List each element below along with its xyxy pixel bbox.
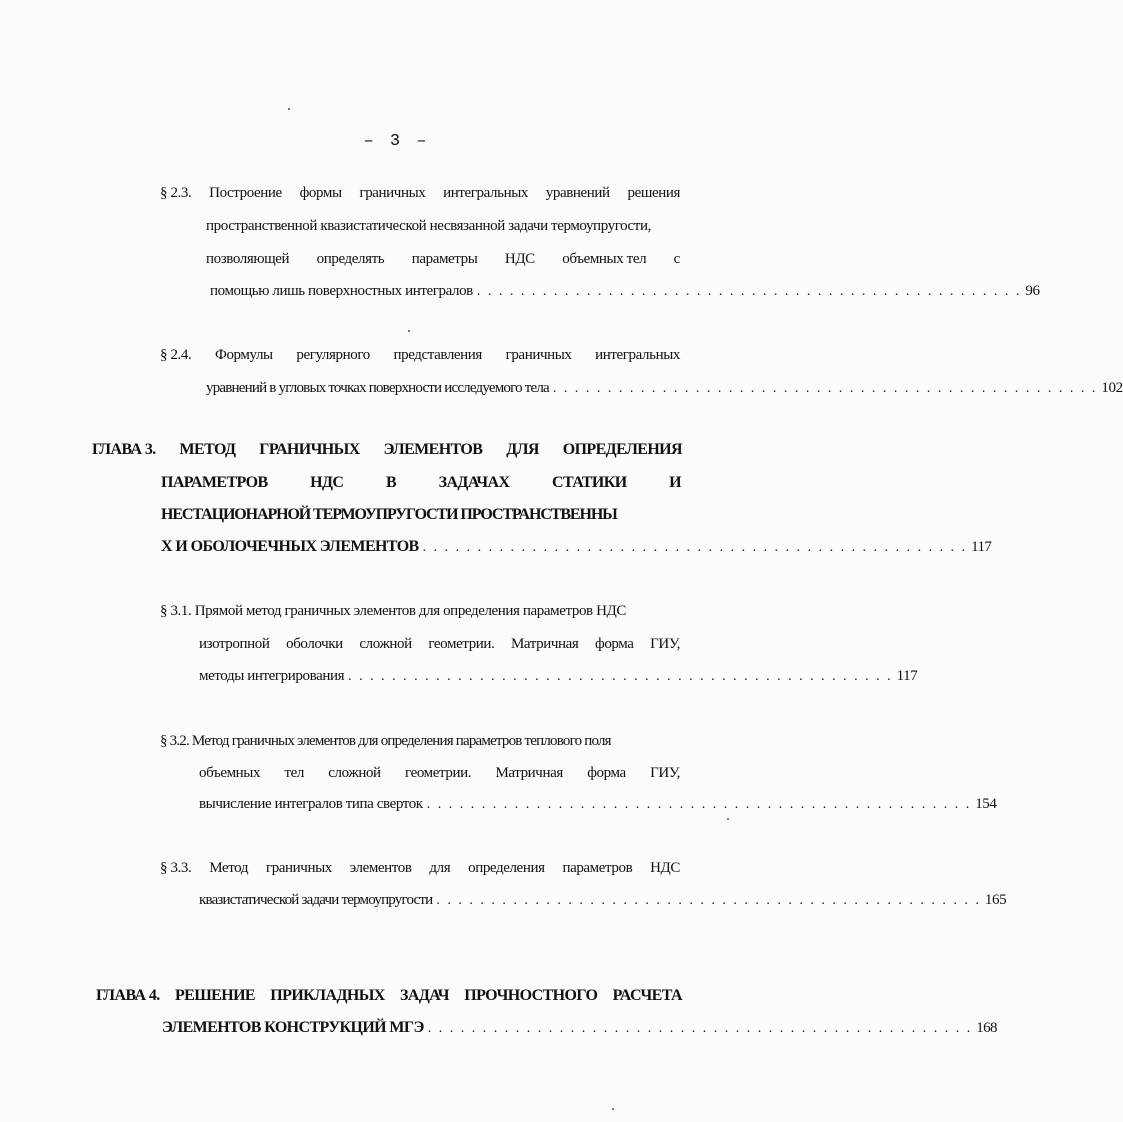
toc-2-3-line-1: § 2.3. Построение формы граничных интегральных уравнений решения <box>160 185 680 201</box>
toc-ch3-entry[interactable] <box>161 538 992 557</box>
toc-3-1-entry[interactable] <box>199 667 918 686</box>
dot-leader: . . . . . . . . . . . . . . . . . . . . . . . . . . . . . . . . . . . . . . . . . . . . . . . . . . <box>476 284 1022 299</box>
toc-3-1-line-1: § 3.1. Прямой метод граничных элементов для определения параметров НДС <box>160 603 626 619</box>
scan-speck <box>727 818 729 820</box>
dot-leader: . . . . . . . . . . . . . . . . . . . . . . . . . . . . . . . . . . . . . . . . . . . . . . . . . . <box>436 893 981 908</box>
toc-ch3-line-2: ПАРАМЕТРОВ НДС В ЗАДАЧАХ СТАТИКИ И <box>161 474 681 491</box>
toc-ch4-entry[interactable] <box>162 1019 997 1038</box>
toc-page-number: 117 <box>971 539 992 555</box>
scan-speck <box>612 1108 614 1110</box>
dot-leader: . . . . . . . . . . . . . . . . . . . . . . . . . . . . . . . . . . . . . . . . . . . . . . . . . . <box>427 1021 973 1036</box>
toc-2-3-line-3: позволяющей определять параметры НДС объемных тел с <box>206 251 680 267</box>
toc-3-2-entry[interactable] <box>199 795 997 814</box>
scan-speck <box>408 330 410 332</box>
toc-page-number: 117 <box>896 668 918 684</box>
scan-speck <box>288 108 290 110</box>
toc-page-number: 165 <box>984 892 1007 908</box>
toc-entry-title: квазистатической задачи термоупругости <box>199 892 433 908</box>
dot-leader: . . . . . . . . . . . . . . . . . . . . . . . . . . . . . . . . . . . . . . . . . . . . . . . . . . <box>348 669 893 684</box>
toc-3-1-line-2: изотропной оболочки сложной геометрии. Матричная форма ГИУ, <box>199 636 680 652</box>
toc-entry-title: ЭЛЕМЕНТОВ КОНСТРУКЦИЙ МГЭ <box>162 1019 424 1036</box>
toc-ch4-line-1: ГЛАВА 4. РЕШЕНИЕ ПРИКЛАДНЫХ ЗАДАЧ ПРОЧНОСТНОГО РАСЧЕТА <box>96 987 682 1004</box>
toc-2-3-entry[interactable] <box>210 282 1040 301</box>
toc-entry-title: помощью лишь поверхностных интегралов <box>210 283 473 299</box>
page-number: – 3 – <box>363 132 430 151</box>
toc-entry-title: методы интегрирования <box>199 668 345 684</box>
toc-page-number: 154 <box>975 796 997 812</box>
toc-page-number: 168 <box>976 1020 997 1036</box>
dot-leader: . . . . . . . . . . . . . . . . . . . . . . . . . . . . . . . . . . . . . . . . . . . . . . . . . . <box>552 381 1098 396</box>
toc-ch3-line-1: ГЛАВА 3. МЕТОД ГРАНИЧНЫХ ЭЛЕМЕНТОВ ДЛЯ ОПРЕДЕЛЕНИЯ <box>92 441 682 458</box>
toc-entry-title: уравнений в угловых точках поверхности исследуемого тела <box>206 380 549 396</box>
toc-3-3-entry[interactable] <box>199 891 1007 910</box>
toc-page-number: 96 <box>1025 283 1040 299</box>
toc-2-3-line-2: пространственной квазистатической несвязанной задачи термоупругости, <box>206 218 651 234</box>
dot-leader: . . . . . . . . . . . . . . . . . . . . . . . . . . . . . . . . . . . . . . . . . . . . . . . . . . <box>422 540 968 555</box>
dot-leader: . . . . . . . . . . . . . . . . . . . . . . . . . . . . . . . . . . . . . . . . . . . . . . . . . . <box>426 797 972 812</box>
toc-entry-title: вычисление интегралов типа сверток <box>199 796 423 812</box>
toc-2-4-entry[interactable] <box>206 379 1123 398</box>
toc-ch3-line-3: НЕСТАЦИОНАРНОЙ ТЕРМОУПРУГОСТИ ПРОСТРАНСТВЕННЫ <box>161 506 617 523</box>
toc-page-number: 102 <box>1101 380 1123 396</box>
toc-2-4-line-1: § 2.4. Формулы регулярного представления граничных интегральных <box>160 347 680 363</box>
toc-3-2-line-1: § 3.2. Метод граничных элементов для определения параметров теплового поля <box>160 733 611 749</box>
toc-entry-title: Х И ОБОЛОЧЕЧНЫХ ЭЛЕМЕНТОВ <box>161 538 419 555</box>
toc-3-2-line-2: объемных тел сложной геометрии. Матричная форма ГИУ, <box>199 765 680 781</box>
toc-3-3-line-1: § 3.3. Метод граничных элементов для определения параметров НДС <box>160 860 680 876</box>
